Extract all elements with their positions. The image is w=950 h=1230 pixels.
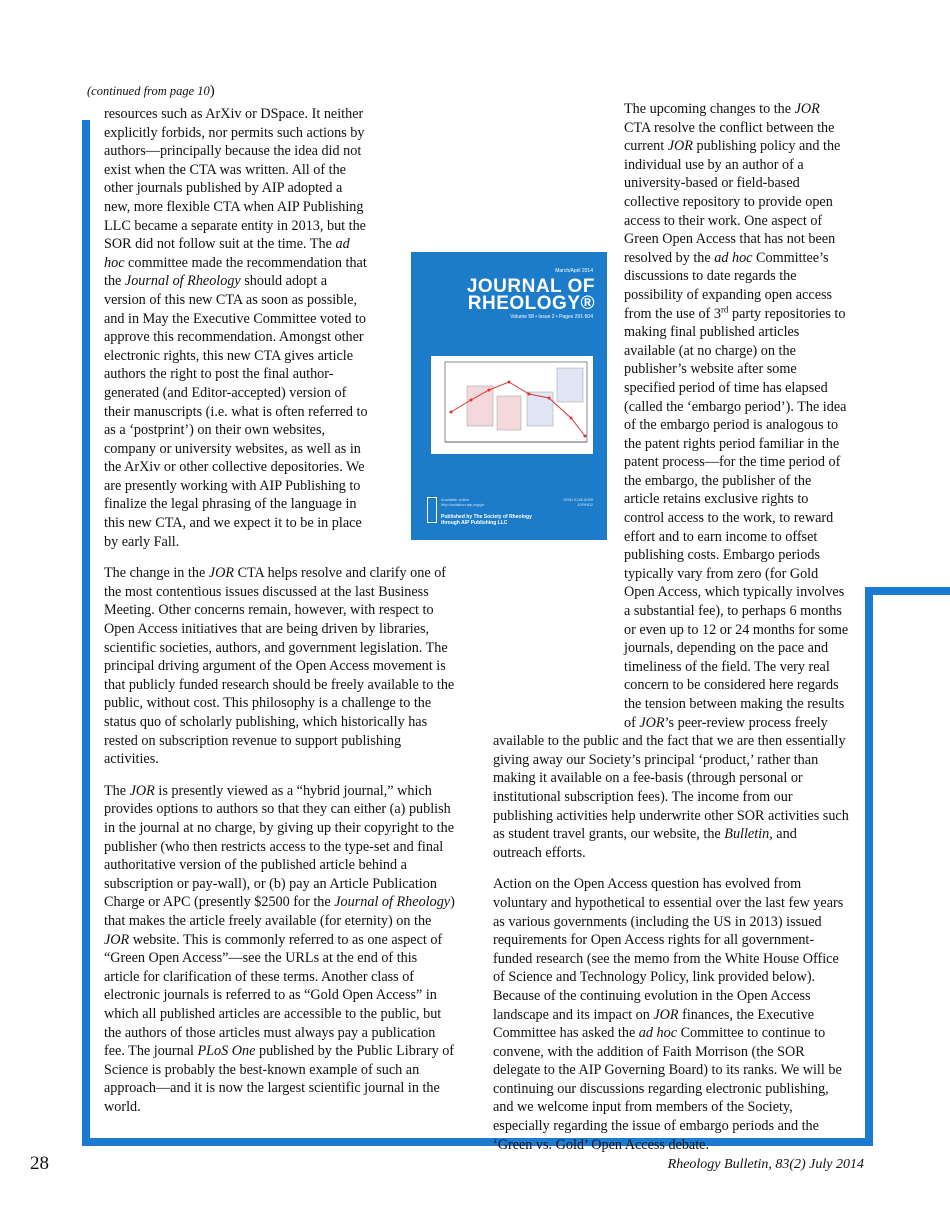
left-column [104, 105, 456, 1129]
cover-small-right: ISSN 0148-6055 JORHD2 [563, 497, 593, 507]
cover-volume: Volume 58 • Issue 2 • Pages 291-504 [510, 314, 593, 320]
cover-wrap-spacer [493, 234, 624, 714]
left-paragraph-3: The JOR is presently viewed as a “hybrid journal,” which provides options to authors so that they can either (a) publish in the journal at no charge, by giving up their copyright to the publisher (who then restricts access to the type-set and final authoritative version of the published article behind a subscription or pay-wall), or (b) pay an Article Publication Charge or APC (presently $2500 for the Journal of Rheology) that makes the article freely available (for eternity) on the JOR website. This is commonly referred to as one aspect of “Green Open Access”—see the URLs at the end of this article for clarification of these terms. Another class of electronic journals is referred to as “Gold Open Access” in which all published articles are accessible to the public, but the authors of those articles must always pay a publication fee. The journal PLoS One published by the Public Library of Science is probably the best-known example of such an approach—and it is now the largest scientific journal in the world. [104, 782, 455, 1115]
right-paragraph-2: Action on the Open Access question has evolved from voluntary and hypothetical to essential over the last few years as various governments (including the US in 2013) issued requirements for Open Access rights for all government-funded research (see the memo from the White House Office of Science and Technology Policy, link provided below). Because of the continuing evolution in the Open Access landscape and its impact on JOR finances, the Executive Committee has asked the ad hoc Committee to continue to convene, with the addition of Faith Morrison (the SOR delegate to the AIP Governing Board) to its ranks. We will be continuing our discussions regarding electronic publishing, and we welcome input from members of the Society, especially regarding the issue of embargo periods and the ‘Green vs. Gold’ Open Access debate. [493, 876, 844, 1153]
cover-publisher: Published by The Society of Rheology through AIP Publishing LLC [441, 514, 532, 526]
society-logo [427, 497, 437, 523]
cover-small-left: Available online http://scitation.aip.org/jor [441, 497, 485, 507]
left-paragraph-2: The change in the JOR CTA helps resolve and clarify one of the most contentious issues discussed at the last Business Meeting. Other concerns remain, however, with respect to Open Access initiatives that are being driven by libraries, scientific societies, authors, and government legislation. The principal driving argument of the Open Access movement is that publicly funded research should be freely available to the public, without cost. This philosophy is a challenge to the status quo of scholarly publishing, which historically has rested on subscription revenue to support publishing activities. [104, 565, 455, 768]
page-number: 28 [30, 1153, 49, 1174]
left-paragraph-1: resources such as ArXiv or DSpace. It neither explicitly forbids, nor permits such actions by authors—principally because the idea did not exist when the CTA was written. All of the other journals published by AIP adopted a new, more flexible CTA when AIP Publishing LLC became a separate entity in 2013, but the SOR did not follow suit at the time. The ad hoc committee made the recommendation that the Journal of Rheology should adopt a version of this new CTA as soon as possible, and in May the Executive Committee voted to approve this recommendation. Amongst other electronic rights, this new CTA gives article authors the right to post the final author-generated (and Editor-accepted) version of their manuscripts (i.e. what is often referred to as a ‘postprint’) on their own websites, company or university websites, as well as in the ArXiv or other collective depositories. We are presently working with AIP Publishing to finalize the legal phrasing of the language in this new CTA, and we expect it to be in place by early Fall. [104, 105, 456, 551]
accent-bar-left [82, 120, 90, 1146]
cover-date: March/April 2014 [555, 268, 593, 274]
cover-title: JOURNAL OF RHEOLOGY® [466, 276, 595, 314]
right-column [493, 100, 849, 1167]
footer-citation: Rheology Bulletin, 83(2) July 2014 [667, 1157, 864, 1172]
accent-bar-right [865, 587, 873, 1146]
accent-bar-right-top [865, 587, 950, 595]
continued-note: (continued from page 10) [87, 83, 215, 99]
right-paragraph-1: The upcoming changes to the JOR CTA resolve the conflict between the current JOR publishing policy and the individual use by an author of a university-based or field-based collective repository to provide open access to their work. One aspect of Green Open Access that has not been resolved by the ad hoc Committee’s discussions to date regards the possibility of expanding open access from the use of 3rd party repositories to making final published articles available (at no charge) on the publisher’s website after some specified period of time has elapsed (called the ‘embargo period’). The idea of the embargo period is analogous to the patent rights period familiar in the patent process—for the time period of the embargo, the publisher of the article retains exclusive rights to control access to the work, to reward effort and to earn income to offset publishing costs. Embargo periods typically vary from zero (for Gold Open Access, which typically involves a substantial fee), to perhaps 6 months or even up to 12 or 24 months for some journals, depending on the pace and timeliness of the field. The very real concern to be considered here regards the tension between making the results of JOR’s peer-review process freely available to the public and the fact that we are then essentially giving away our Society’s principal ‘product,’ rather than making it available on a fee-basis (through personal or institutional subscription fees). The income from our publishing activities help underwrite other SOR activities such as student travel grants, our website, the Bulletin, and outreach efforts. [493, 101, 849, 861]
